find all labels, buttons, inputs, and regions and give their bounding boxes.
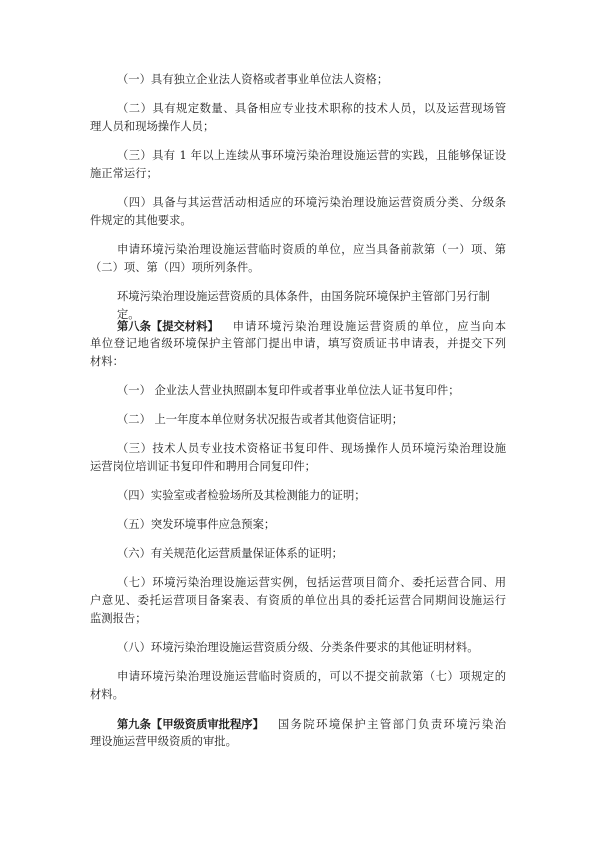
paragraph-line: （二） 上一年度本单位财务状况报告或者其他资信证明； [117,413,404,426]
article-first-line [90,715,506,733]
paragraph-line: （一） 企业法人营业执照副本复印件或者事业单位法人证书复印件； [117,384,460,397]
paragraph-line: （二）项、第（四）项所列条件。 [90,261,260,274]
paragraph-line: 监测报告； [90,612,147,625]
paragraph-line: （四）具备与其运营活动相适应的环境污染治理设施运营资质分类、分级条 [117,196,506,209]
paragraph-line: （八）环境污染治理设施运营资质分级、分类条件要求的其他证明材料。 [117,641,479,654]
paragraph-line: （七）环境污染治理设施运营实例，包括运营项目简介、委托运营合同、用 [117,576,506,589]
paragraph-line: 申请环境污染治理设施运营临时资质的单位，应当具备前款第（一）项、第 [117,243,506,256]
paragraph [90,440,506,476]
paragraph-line: 材料： [90,355,124,368]
paragraph [90,411,506,429]
paragraph-line: 运营岗位培训证书复印件和聘用合同复印件； [90,460,316,473]
article-paragraph [90,317,506,371]
paragraph-line: 国务院环境保护主管部门负责环境污染治 [277,718,506,731]
paragraph [90,147,506,183]
paragraph [90,545,506,563]
paragraph [90,574,506,628]
paragraph-line: 理人员和现场操作人员； [90,120,215,133]
paragraph-line: 件规定的其他要求。 [90,214,192,227]
paragraph-line: 环境污染治理设施运营资质的具体条件，由国务院环境保护主管部门另行制定。 [117,290,490,321]
paragraph [90,288,506,321]
paragraph [90,71,506,89]
article-heading: 第八条【提交材料】 [117,319,219,333]
paragraph [90,487,506,505]
paragraph-line: 材料。 [90,688,124,701]
paragraph [90,100,506,136]
paragraph-line: （三）具有 1 年以上连续从事环境污染治理设施运营的实践，且能够保证设 [117,149,506,162]
paragraph-line: 申请环境污染治理设施运营资质的单位，应当向本 [232,320,506,333]
paragraph-line: 理设施运营甲级资质的审批。 [90,735,237,748]
paragraph-line: 户意见、委托运营项目备案表、有资质的单位出具的委托运营合同期间设施运行 [90,594,506,607]
paragraph-line: （六）有关规范化运营质量保证体系的证明； [117,547,343,560]
paragraph [90,241,506,277]
article-first-line [90,317,506,335]
paragraph [90,668,506,704]
paragraph [90,382,506,400]
paragraph [90,516,506,534]
paragraph-line: 申请环境污染治理设施运营临时资质的，可以不提交前款第（七）项规定的 [117,670,506,683]
paragraph-line: 施正常运行； [90,167,158,180]
paragraph-line: （一）具有独立企业法人资格或者事业单位法人资格； [117,73,389,86]
paragraph-line: （二）具有规定数量、具备相应专业技术职称的技术人员，以及运营现场管 [117,102,506,115]
paragraph-line: 单位登记地省级环境保护主管部门提出申请，填写资质证书申请表，并提交下列 [90,337,506,350]
article-heading: 第九条【甲级资质审批程序】 [117,717,264,731]
paragraph-line: （五）突发环境事件应急预案； [117,518,276,531]
document-body [90,71,506,762]
paragraph [90,194,506,230]
paragraph-line: （四）实验室或者检验场所及其检测能力的证明； [117,489,366,502]
article-paragraph [90,715,506,751]
paragraph-line: （三）技术人员专业技术资格证书复印件、现场操作人员环境污染治理设施 [117,442,506,455]
paragraph [90,639,506,657]
